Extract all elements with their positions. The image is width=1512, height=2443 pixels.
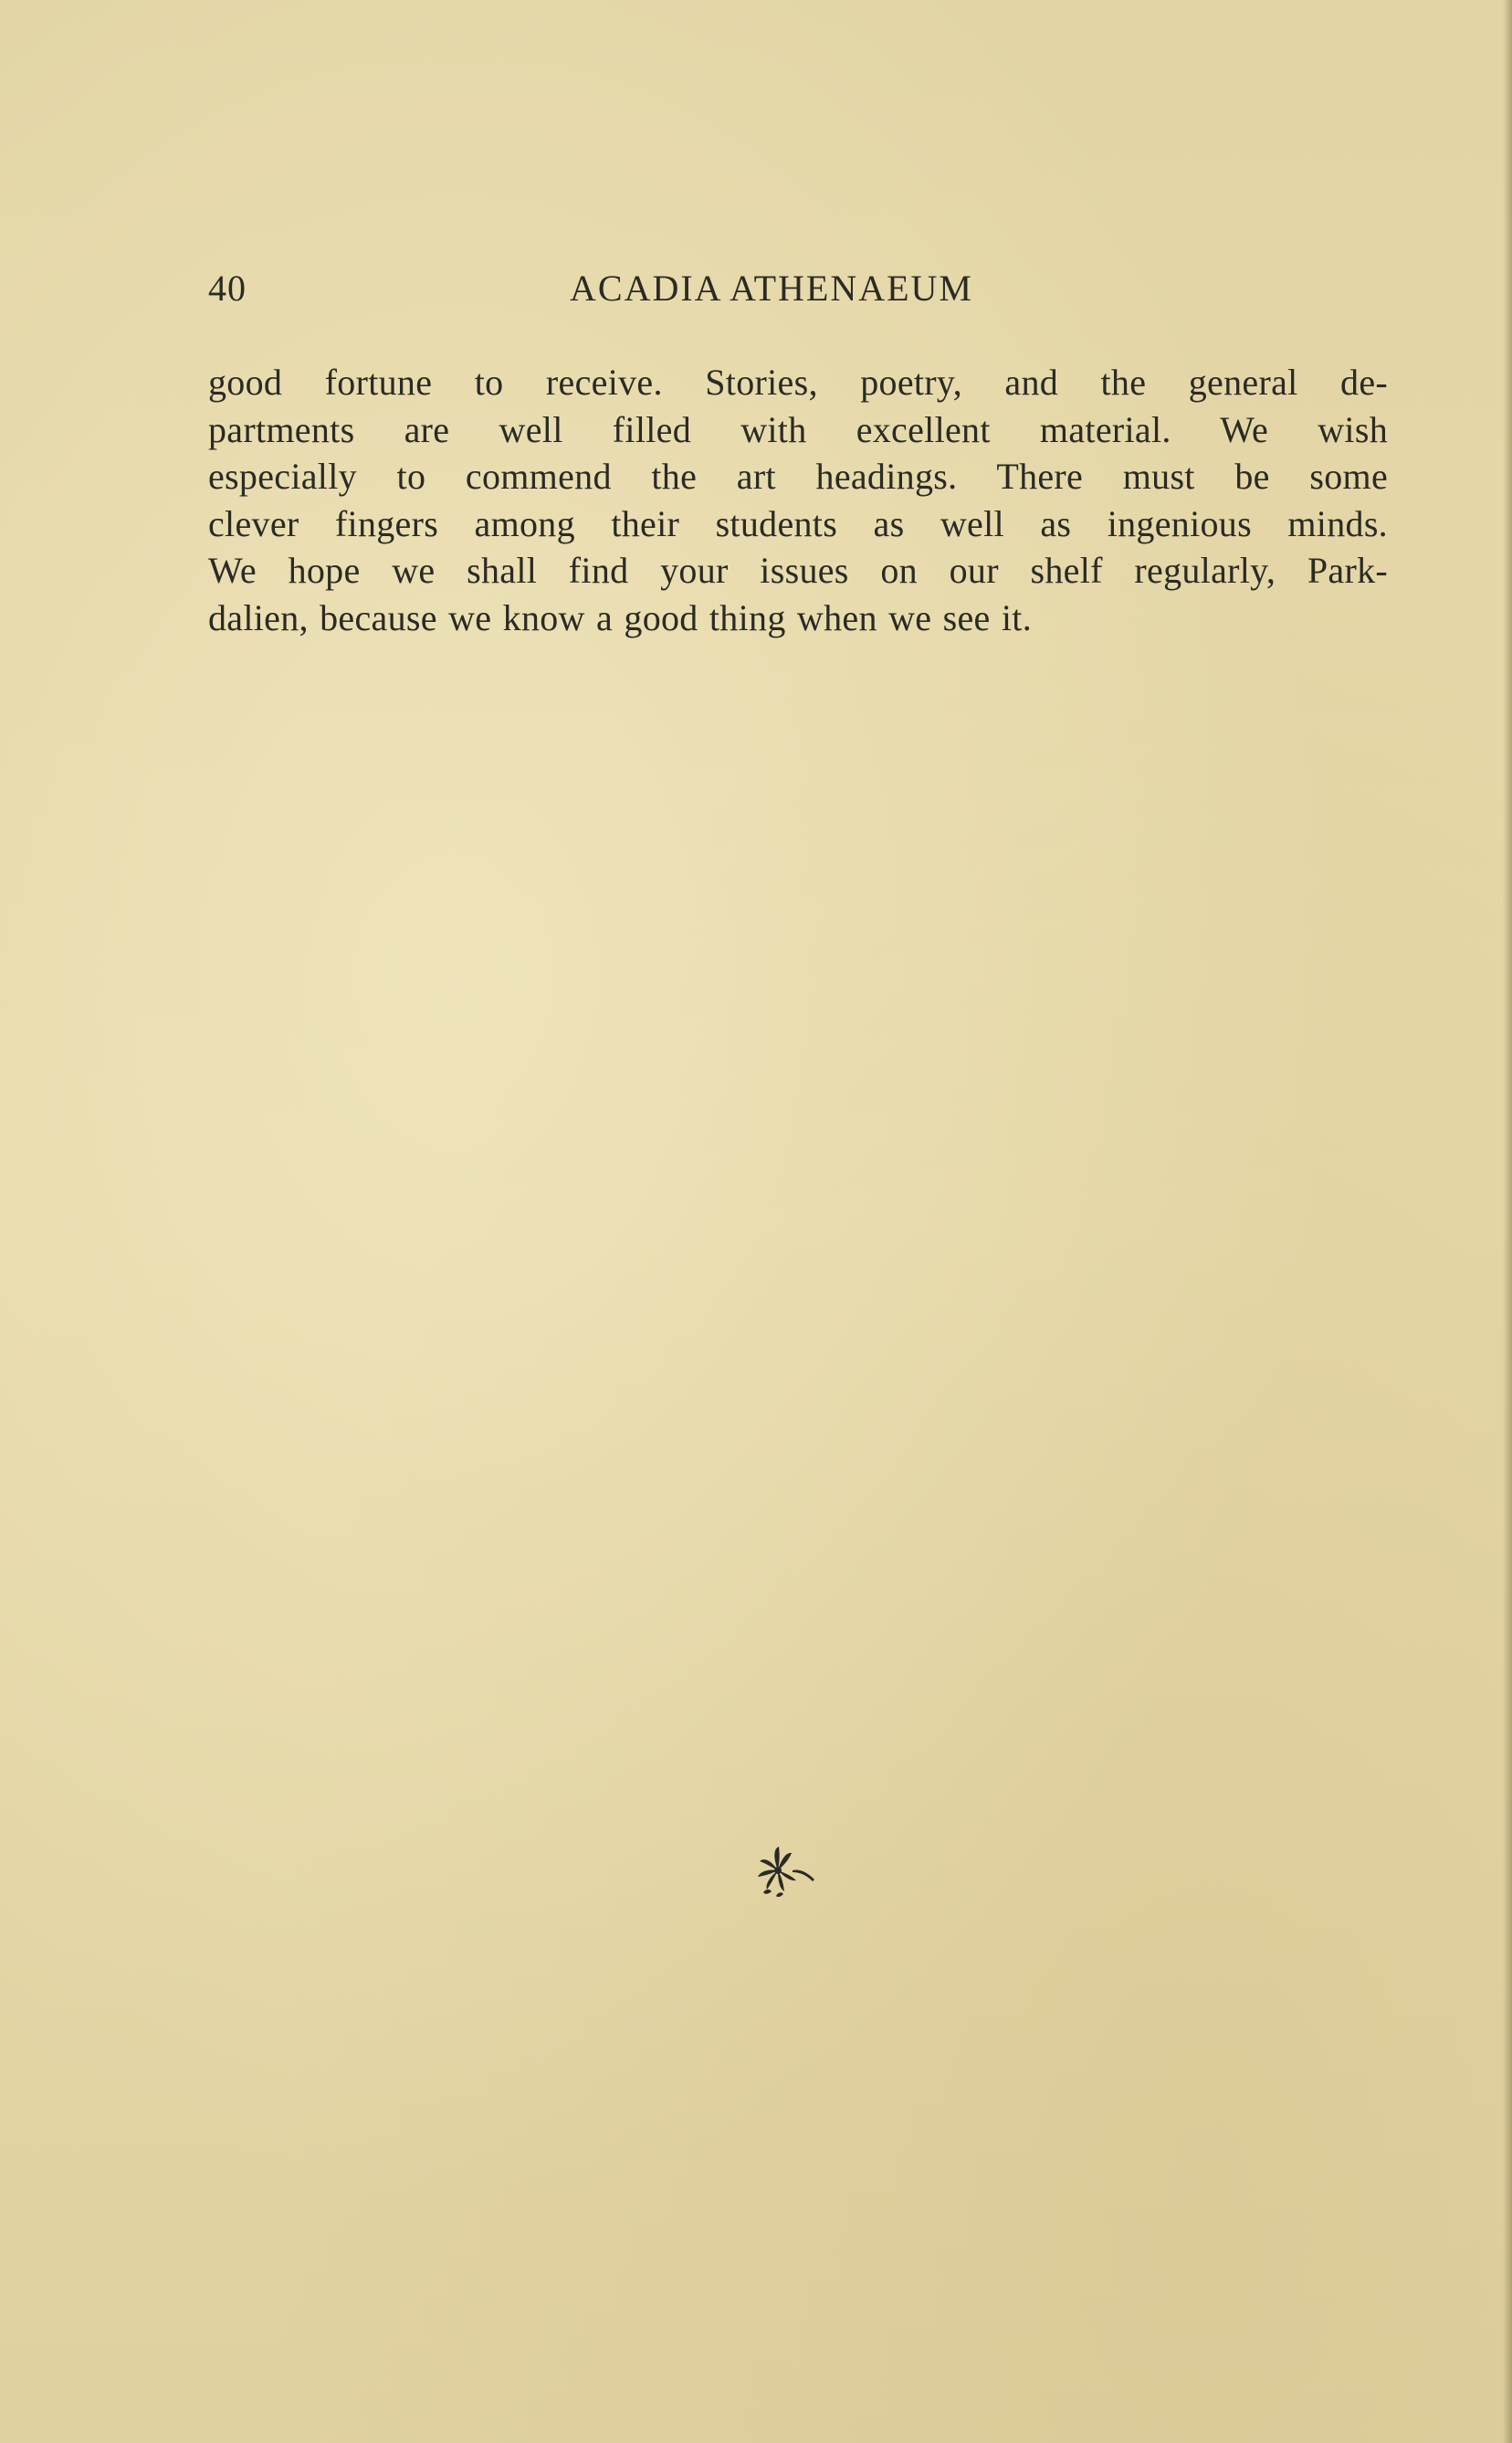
floral-ornament-icon bbox=[751, 1843, 820, 1903]
body-paragraph bbox=[208, 359, 1388, 641]
page-number: 40 bbox=[208, 268, 247, 309]
body-line: clever fingers among their students as well as ingenious minds. bbox=[208, 502, 1388, 544]
page-edge-shadow bbox=[1503, 0, 1512, 2443]
body-line: We hope we shall find your issues on our shelf regularly, Park- bbox=[208, 550, 1388, 591]
body-line: dalien, because we know a good thing when we see it. bbox=[208, 596, 1033, 638]
running-title: ACADIA ATHENAEUM bbox=[570, 268, 973, 309]
body-line: especially to commend the art headings. There must be some bbox=[208, 456, 1388, 497]
body-line: partments are well filled with excellent material. We wish bbox=[208, 408, 1388, 450]
body-line: good fortune to receive. Stories, poetry, and the general de- bbox=[208, 362, 1388, 403]
